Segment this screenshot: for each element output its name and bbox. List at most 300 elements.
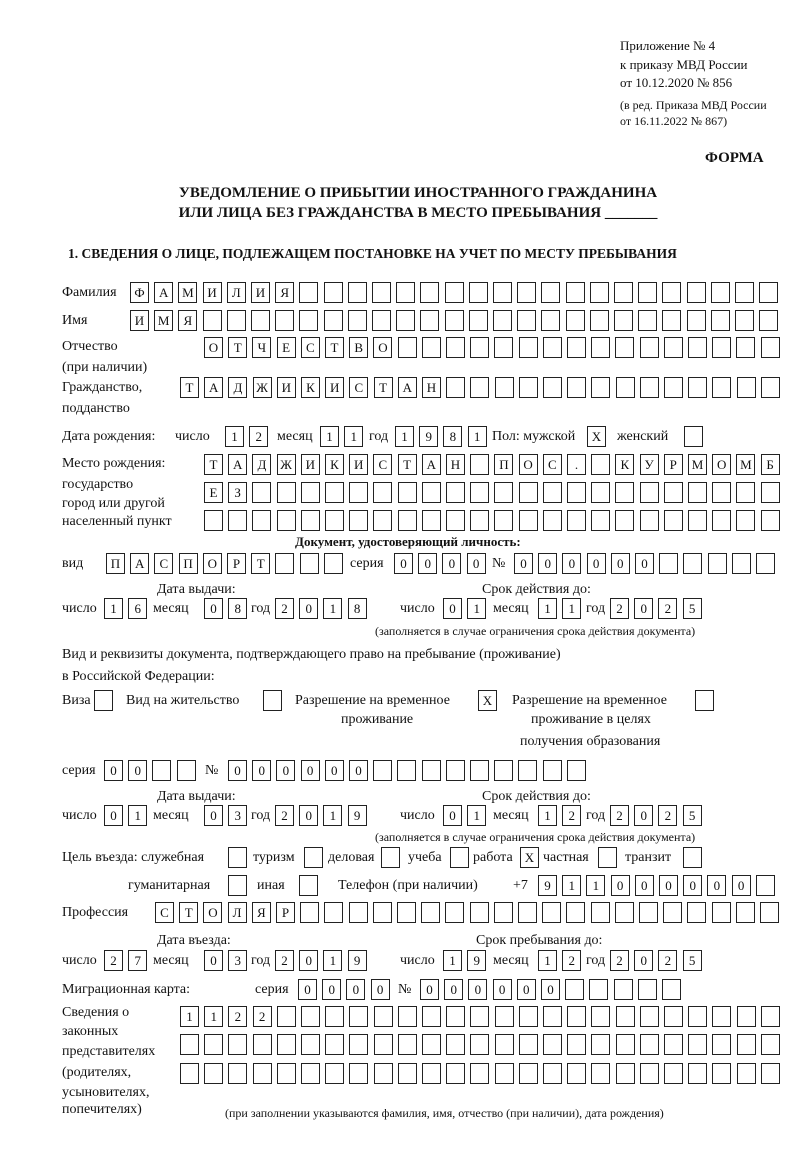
- char-cell[interactable]: [421, 902, 440, 923]
- char-cell[interactable]: О: [712, 454, 731, 475]
- char-cell[interactable]: О: [204, 337, 223, 358]
- char-cell[interactable]: 1: [323, 805, 342, 826]
- char-cell[interactable]: [761, 1063, 780, 1084]
- char-cell[interactable]: 0: [252, 760, 271, 781]
- char-cell[interactable]: [349, 1006, 368, 1027]
- char-cell[interactable]: 1: [320, 426, 339, 447]
- char-cell[interactable]: 0: [732, 875, 751, 896]
- char-cell[interactable]: С: [349, 377, 368, 398]
- char-cell[interactable]: Т: [228, 337, 247, 358]
- char-cell[interactable]: И: [325, 377, 344, 398]
- char-cell[interactable]: [398, 1034, 417, 1055]
- char-cell[interactable]: [253, 1034, 272, 1055]
- char-cell[interactable]: [712, 1006, 731, 1027]
- char-cell[interactable]: [348, 310, 367, 331]
- char-cell[interactable]: [470, 454, 489, 475]
- char-cell[interactable]: 0: [394, 553, 413, 574]
- char-cell[interactable]: 0: [204, 805, 223, 826]
- char-cell[interactable]: 2: [104, 950, 123, 971]
- char-cell[interactable]: [567, 1034, 586, 1055]
- char-cell[interactable]: 0: [104, 805, 123, 826]
- char-cell[interactable]: [589, 979, 608, 1000]
- char-cell[interactable]: 2: [562, 805, 581, 826]
- char-cell[interactable]: [615, 482, 634, 503]
- char-cell[interactable]: 1: [104, 598, 123, 619]
- char-cell[interactable]: [372, 282, 391, 303]
- char-cell[interactable]: [397, 760, 416, 781]
- char-cell[interactable]: 0: [322, 979, 341, 1000]
- char-cell[interactable]: 2: [275, 598, 294, 619]
- char-cell[interactable]: [495, 1034, 514, 1055]
- char-cell[interactable]: [708, 553, 727, 574]
- char-cell[interactable]: [591, 1063, 610, 1084]
- char-cell[interactable]: [761, 1034, 780, 1055]
- char-cell[interactable]: 0: [562, 553, 581, 574]
- char-cell[interactable]: [301, 1063, 320, 1084]
- char-cell[interactable]: [203, 310, 222, 331]
- char-cell[interactable]: [567, 377, 586, 398]
- char-cell[interactable]: 2: [658, 598, 677, 619]
- char-cell[interactable]: 1: [538, 805, 557, 826]
- char-cell[interactable]: [591, 1034, 610, 1055]
- char-cell[interactable]: 1: [443, 950, 462, 971]
- char-cell[interactable]: [543, 760, 562, 781]
- char-cell[interactable]: [567, 1063, 586, 1084]
- char-cell[interactable]: [349, 510, 368, 531]
- char-cell[interactable]: [277, 1063, 296, 1084]
- char-cell[interactable]: 0: [276, 760, 295, 781]
- char-cell[interactable]: 0: [493, 979, 512, 1000]
- char-cell[interactable]: 0: [659, 875, 678, 896]
- char-cell[interactable]: [470, 1063, 489, 1084]
- char-cell[interactable]: [639, 902, 658, 923]
- char-cell[interactable]: X: [520, 847, 539, 868]
- char-cell[interactable]: [519, 1006, 538, 1027]
- char-cell[interactable]: [325, 1006, 344, 1027]
- char-cell[interactable]: [541, 282, 560, 303]
- char-cell[interactable]: [374, 1063, 393, 1084]
- char-cell[interactable]: [381, 847, 400, 868]
- char-cell[interactable]: 0: [707, 875, 726, 896]
- char-cell[interactable]: С: [301, 337, 320, 358]
- char-cell[interactable]: [446, 337, 465, 358]
- char-cell[interactable]: И: [301, 454, 320, 475]
- char-cell[interactable]: А: [398, 377, 417, 398]
- char-cell[interactable]: 0: [301, 760, 320, 781]
- char-cell[interactable]: [517, 282, 536, 303]
- char-cell[interactable]: Ж: [253, 377, 272, 398]
- char-cell[interactable]: [711, 310, 730, 331]
- char-cell[interactable]: [396, 282, 415, 303]
- char-cell[interactable]: Т: [398, 454, 417, 475]
- char-cell[interactable]: [301, 482, 320, 503]
- char-cell[interactable]: [422, 510, 441, 531]
- char-cell[interactable]: [180, 1034, 199, 1055]
- char-cell[interactable]: [711, 282, 730, 303]
- char-cell[interactable]: [470, 482, 489, 503]
- char-cell[interactable]: [470, 902, 489, 923]
- char-cell[interactable]: В: [349, 337, 368, 358]
- char-cell[interactable]: [301, 1034, 320, 1055]
- char-cell[interactable]: .: [567, 454, 586, 475]
- char-cell[interactable]: [277, 1034, 296, 1055]
- char-cell[interactable]: [445, 310, 464, 331]
- char-cell[interactable]: 0: [442, 553, 461, 574]
- char-cell[interactable]: [543, 1034, 562, 1055]
- char-cell[interactable]: И: [203, 282, 222, 303]
- char-cell[interactable]: Е: [204, 482, 223, 503]
- char-cell[interactable]: С: [155, 902, 174, 923]
- char-cell[interactable]: [712, 1034, 731, 1055]
- char-cell[interactable]: 2: [658, 805, 677, 826]
- char-cell[interactable]: [251, 310, 270, 331]
- char-cell[interactable]: [543, 510, 562, 531]
- char-cell[interactable]: О: [203, 553, 222, 574]
- char-cell[interactable]: М: [154, 310, 173, 331]
- char-cell[interactable]: 0: [104, 760, 123, 781]
- char-cell[interactable]: [640, 1006, 659, 1027]
- char-cell[interactable]: [348, 282, 367, 303]
- char-cell[interactable]: Д: [228, 377, 247, 398]
- char-cell[interactable]: [736, 482, 755, 503]
- char-cell[interactable]: [445, 282, 464, 303]
- char-cell[interactable]: [494, 902, 513, 923]
- char-cell[interactable]: 9: [348, 950, 367, 971]
- char-cell[interactable]: Т: [374, 377, 393, 398]
- char-cell[interactable]: [614, 979, 633, 1000]
- char-cell[interactable]: [446, 482, 465, 503]
- char-cell[interactable]: 0: [418, 553, 437, 574]
- char-cell[interactable]: 0: [228, 760, 247, 781]
- char-cell[interactable]: О: [519, 454, 538, 475]
- char-cell[interactable]: [177, 760, 196, 781]
- char-cell[interactable]: У: [640, 454, 659, 475]
- char-cell[interactable]: [659, 553, 678, 574]
- char-cell[interactable]: Д: [252, 454, 271, 475]
- char-cell[interactable]: [373, 482, 392, 503]
- char-cell[interactable]: [324, 553, 343, 574]
- char-cell[interactable]: 2: [610, 950, 629, 971]
- char-cell[interactable]: З: [228, 482, 247, 503]
- char-cell[interactable]: [591, 454, 610, 475]
- char-cell[interactable]: А: [154, 282, 173, 303]
- char-cell[interactable]: [469, 310, 488, 331]
- char-cell[interactable]: [450, 847, 469, 868]
- char-cell[interactable]: 3: [228, 950, 247, 971]
- char-cell[interactable]: А: [130, 553, 149, 574]
- char-cell[interactable]: 0: [635, 553, 654, 574]
- char-cell[interactable]: [683, 847, 702, 868]
- char-cell[interactable]: С: [373, 454, 392, 475]
- char-cell[interactable]: 0: [517, 979, 536, 1000]
- char-cell[interactable]: [640, 1063, 659, 1084]
- char-cell[interactable]: [263, 690, 282, 711]
- char-cell[interactable]: [688, 337, 707, 358]
- char-cell[interactable]: [228, 875, 247, 896]
- char-cell[interactable]: [304, 847, 323, 868]
- char-cell[interactable]: И: [251, 282, 270, 303]
- char-cell[interactable]: [300, 902, 319, 923]
- char-cell[interactable]: [543, 482, 562, 503]
- char-cell[interactable]: 0: [325, 760, 344, 781]
- char-cell[interactable]: [422, 482, 441, 503]
- char-cell[interactable]: [204, 1034, 223, 1055]
- char-cell[interactable]: 0: [611, 553, 630, 574]
- char-cell[interactable]: [664, 482, 683, 503]
- char-cell[interactable]: [422, 1063, 441, 1084]
- char-cell[interactable]: [567, 337, 586, 358]
- char-cell[interactable]: [737, 377, 756, 398]
- char-cell[interactable]: П: [494, 454, 513, 475]
- char-cell[interactable]: Ф: [130, 282, 149, 303]
- char-cell[interactable]: 1: [128, 805, 147, 826]
- char-cell[interactable]: [372, 310, 391, 331]
- char-cell[interactable]: [324, 902, 343, 923]
- char-cell[interactable]: [420, 310, 439, 331]
- char-cell[interactable]: [761, 482, 780, 503]
- char-cell[interactable]: [398, 482, 417, 503]
- char-cell[interactable]: [470, 760, 489, 781]
- char-cell[interactable]: 1: [467, 805, 486, 826]
- char-cell[interactable]: 1: [323, 950, 342, 971]
- char-cell[interactable]: 2: [610, 805, 629, 826]
- char-cell[interactable]: [737, 1006, 756, 1027]
- char-cell[interactable]: [591, 482, 610, 503]
- char-cell[interactable]: П: [179, 553, 198, 574]
- char-cell[interactable]: [543, 337, 562, 358]
- char-cell[interactable]: [614, 310, 633, 331]
- char-cell[interactable]: [737, 1063, 756, 1084]
- char-cell[interactable]: [275, 553, 294, 574]
- char-cell[interactable]: [420, 282, 439, 303]
- char-cell[interactable]: Б: [761, 454, 780, 475]
- char-cell[interactable]: [664, 1034, 683, 1055]
- char-cell[interactable]: [398, 337, 417, 358]
- char-cell[interactable]: [712, 377, 731, 398]
- char-cell[interactable]: 1: [467, 598, 486, 619]
- char-cell[interactable]: К: [301, 377, 320, 398]
- char-cell[interactable]: 7: [128, 950, 147, 971]
- char-cell[interactable]: 0: [587, 553, 606, 574]
- char-cell[interactable]: [349, 482, 368, 503]
- char-cell[interactable]: 0: [514, 553, 533, 574]
- char-cell[interactable]: 1: [562, 875, 581, 896]
- char-cell[interactable]: [756, 875, 775, 896]
- char-cell[interactable]: [252, 510, 271, 531]
- char-cell[interactable]: Т: [179, 902, 198, 923]
- char-cell[interactable]: [566, 282, 585, 303]
- char-cell[interactable]: [494, 482, 513, 503]
- char-cell[interactable]: [373, 510, 392, 531]
- char-cell[interactable]: 0: [444, 979, 463, 1000]
- char-cell[interactable]: И: [349, 454, 368, 475]
- char-cell[interactable]: [446, 1006, 465, 1027]
- char-cell[interactable]: К: [325, 454, 344, 475]
- char-cell[interactable]: [664, 1063, 683, 1084]
- char-cell[interactable]: 0: [634, 950, 653, 971]
- char-cell[interactable]: [517, 310, 536, 331]
- char-cell[interactable]: [614, 282, 633, 303]
- char-cell[interactable]: Я: [178, 310, 197, 331]
- char-cell[interactable]: [494, 760, 513, 781]
- char-cell[interactable]: [446, 1034, 465, 1055]
- char-cell[interactable]: [591, 337, 610, 358]
- char-cell[interactable]: А: [228, 454, 247, 475]
- char-cell[interactable]: [687, 310, 706, 331]
- char-cell[interactable]: [519, 337, 538, 358]
- char-cell[interactable]: 0: [634, 805, 653, 826]
- char-cell[interactable]: 0: [538, 553, 557, 574]
- char-cell[interactable]: 0: [349, 760, 368, 781]
- char-cell[interactable]: П: [106, 553, 125, 574]
- char-cell[interactable]: [299, 310, 318, 331]
- char-cell[interactable]: [591, 377, 610, 398]
- char-cell[interactable]: 2: [275, 950, 294, 971]
- char-cell[interactable]: [736, 510, 755, 531]
- char-cell[interactable]: [252, 482, 271, 503]
- char-cell[interactable]: 2: [253, 1006, 272, 1027]
- char-cell[interactable]: [374, 1006, 393, 1027]
- char-cell[interactable]: [732, 553, 751, 574]
- char-cell[interactable]: 8: [228, 598, 247, 619]
- char-cell[interactable]: [422, 1034, 441, 1055]
- char-cell[interactable]: [300, 553, 319, 574]
- char-cell[interactable]: 0: [611, 875, 630, 896]
- char-cell[interactable]: [664, 1006, 683, 1027]
- char-cell[interactable]: 9: [538, 875, 557, 896]
- char-cell[interactable]: [688, 510, 707, 531]
- char-cell[interactable]: 9: [419, 426, 438, 447]
- char-cell[interactable]: [470, 510, 489, 531]
- char-cell[interactable]: [688, 1063, 707, 1084]
- char-cell[interactable]: [152, 760, 171, 781]
- char-cell[interactable]: [567, 482, 586, 503]
- char-cell[interactable]: 0: [634, 598, 653, 619]
- char-cell[interactable]: [470, 337, 489, 358]
- char-cell[interactable]: 1: [538, 950, 557, 971]
- char-cell[interactable]: И: [130, 310, 149, 331]
- char-cell[interactable]: [325, 1034, 344, 1055]
- char-cell[interactable]: О: [373, 337, 392, 358]
- char-cell[interactable]: [664, 337, 683, 358]
- char-cell[interactable]: [640, 1034, 659, 1055]
- char-cell[interactable]: Я: [275, 282, 294, 303]
- char-cell[interactable]: Н: [446, 454, 465, 475]
- char-cell[interactable]: [683, 553, 702, 574]
- char-cell[interactable]: [567, 510, 586, 531]
- char-cell[interactable]: X: [587, 426, 606, 447]
- char-cell[interactable]: Т: [204, 454, 223, 475]
- char-cell[interactable]: [616, 377, 635, 398]
- char-cell[interactable]: 0: [298, 979, 317, 1000]
- char-cell[interactable]: 0: [443, 805, 462, 826]
- char-cell[interactable]: 0: [299, 598, 318, 619]
- char-cell[interactable]: [324, 282, 343, 303]
- char-cell[interactable]: [228, 1063, 247, 1084]
- char-cell[interactable]: [469, 282, 488, 303]
- char-cell[interactable]: [349, 1034, 368, 1055]
- char-cell[interactable]: [277, 1006, 296, 1027]
- char-cell[interactable]: [736, 337, 755, 358]
- char-cell[interactable]: [277, 510, 296, 531]
- char-cell[interactable]: Л: [228, 902, 247, 923]
- char-cell[interactable]: [299, 282, 318, 303]
- char-cell[interactable]: [542, 902, 561, 923]
- char-cell[interactable]: Р: [276, 902, 295, 923]
- char-cell[interactable]: [446, 377, 465, 398]
- char-cell[interactable]: [591, 510, 610, 531]
- char-cell[interactable]: И: [277, 377, 296, 398]
- char-cell[interactable]: [470, 377, 489, 398]
- char-cell[interactable]: [227, 310, 246, 331]
- char-cell[interactable]: [640, 510, 659, 531]
- char-cell[interactable]: 1: [204, 1006, 223, 1027]
- char-cell[interactable]: [373, 760, 392, 781]
- char-cell[interactable]: [494, 337, 513, 358]
- char-cell[interactable]: [519, 1063, 538, 1084]
- char-cell[interactable]: 0: [467, 553, 486, 574]
- char-cell[interactable]: [687, 902, 706, 923]
- char-cell[interactable]: [543, 377, 562, 398]
- char-cell[interactable]: [760, 902, 779, 923]
- char-cell[interactable]: [446, 760, 465, 781]
- char-cell[interactable]: [495, 1006, 514, 1027]
- char-cell[interactable]: 1: [586, 875, 605, 896]
- char-cell[interactable]: [640, 482, 659, 503]
- char-cell[interactable]: 9: [348, 805, 367, 826]
- char-cell[interactable]: [616, 1063, 635, 1084]
- char-cell[interactable]: Т: [251, 553, 270, 574]
- char-cell[interactable]: 1: [225, 426, 244, 447]
- char-cell[interactable]: 0: [128, 760, 147, 781]
- char-cell[interactable]: [204, 510, 223, 531]
- char-cell[interactable]: Н: [422, 377, 441, 398]
- char-cell[interactable]: Т: [325, 337, 344, 358]
- char-cell[interactable]: М: [178, 282, 197, 303]
- char-cell[interactable]: 0: [541, 979, 560, 1000]
- char-cell[interactable]: [662, 979, 681, 1000]
- char-cell[interactable]: [688, 1034, 707, 1055]
- char-cell[interactable]: [470, 1034, 489, 1055]
- char-cell[interactable]: 8: [348, 598, 367, 619]
- char-cell[interactable]: 1: [538, 598, 557, 619]
- char-cell[interactable]: [735, 310, 754, 331]
- char-cell[interactable]: [325, 1063, 344, 1084]
- char-cell[interactable]: [761, 337, 780, 358]
- char-cell[interactable]: [325, 482, 344, 503]
- char-cell[interactable]: 1: [562, 598, 581, 619]
- char-cell[interactable]: [396, 310, 415, 331]
- char-cell[interactable]: [616, 1006, 635, 1027]
- char-cell[interactable]: [638, 979, 657, 1000]
- char-cell[interactable]: [590, 282, 609, 303]
- char-cell[interactable]: [349, 1063, 368, 1084]
- char-cell[interactable]: М: [688, 454, 707, 475]
- char-cell[interactable]: 5: [683, 950, 702, 971]
- char-cell[interactable]: 1: [323, 598, 342, 619]
- char-cell[interactable]: [712, 337, 731, 358]
- char-cell[interactable]: [228, 847, 247, 868]
- char-cell[interactable]: [398, 1063, 417, 1084]
- char-cell[interactable]: [422, 1006, 441, 1027]
- char-cell[interactable]: 0: [299, 950, 318, 971]
- char-cell[interactable]: [398, 1006, 417, 1027]
- char-cell[interactable]: [373, 902, 392, 923]
- char-cell[interactable]: [567, 760, 586, 781]
- char-cell[interactable]: [180, 1063, 199, 1084]
- char-cell[interactable]: [398, 510, 417, 531]
- char-cell[interactable]: А: [422, 454, 441, 475]
